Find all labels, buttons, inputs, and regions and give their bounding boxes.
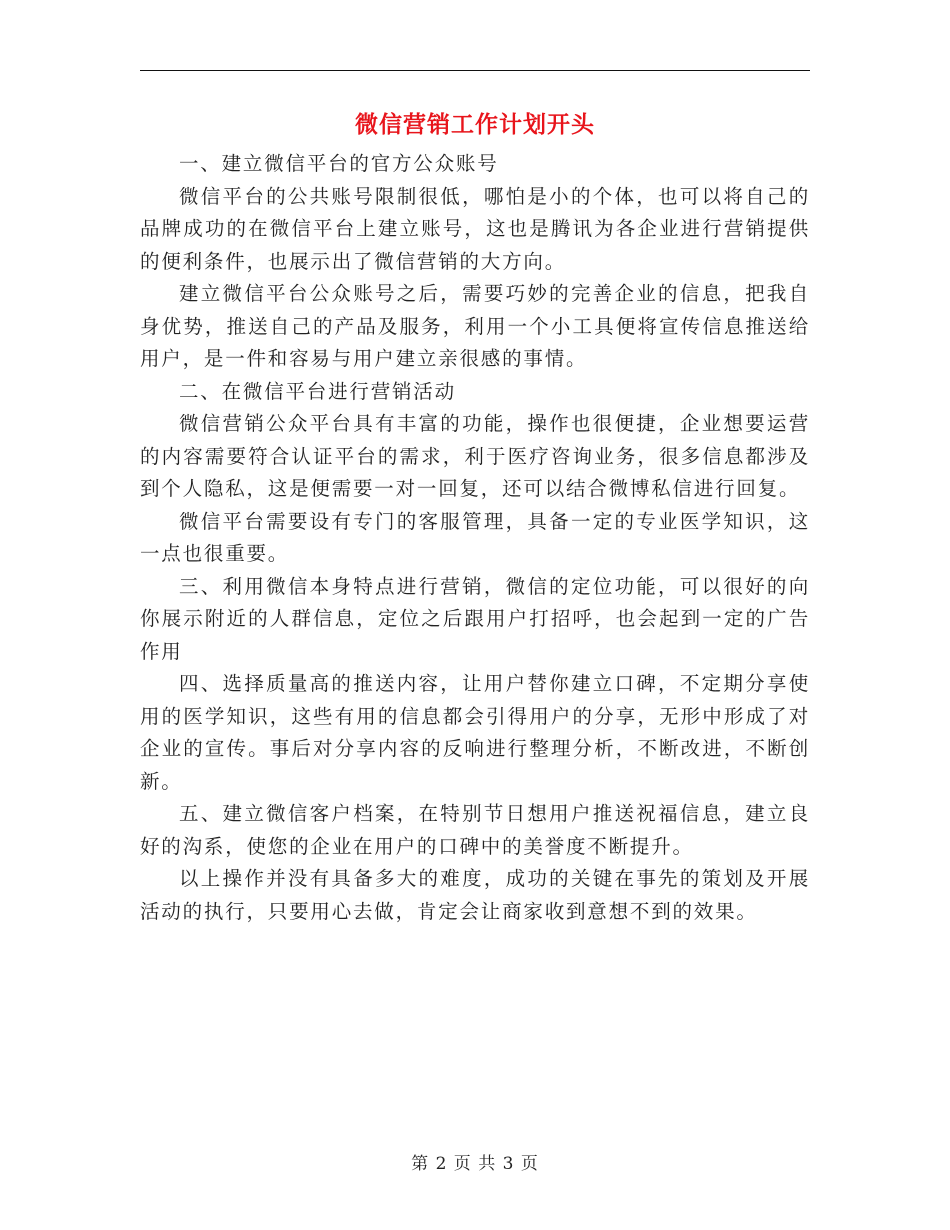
- paragraph-section-1-heading: 一、建立微信平台的官方公众账号: [179, 152, 499, 175]
- paragraph-section-2-heading: 二、在微信平台进行营销活动: [179, 379, 456, 403]
- header-rule: [140, 70, 810, 71]
- page-number-footer: 第 2 页 共 3 页: [411, 1154, 539, 1174]
- paragraph-section-4: 四、选择质量高的推送内容，让用户替你建立口碑，不定期分享使用的医学知识，这些有用的信息都会引得用户的分享，无形中形成了对企业的宣传。事后对分享内容的反响进行整理分析，不断改进，不断创新。: [140, 672, 810, 793]
- paragraph: 微信平台需要设有专门的客服管理，具备一定的专业医学知识，这一点也很重要。: [140, 509, 810, 565]
- paragraph-section-5: 五、建立微信客户档案，在特别节日想用户推送祝福信息，建立良好的沟系，使您的企业在用户的口碑中的美誉度不断提升。: [140, 802, 810, 858]
- paragraph-section-3: 三、利用微信本身特点进行营销，微信的定位功能，可以很好的向你展示附近的人群信息，定位之后跟用户打招呼，也会起到一定的广告作用: [140, 574, 810, 663]
- document-title: 微信营销工作计划开头: [355, 111, 595, 138]
- paragraph: 微信平台的公共账号限制很低，哪怕是小的个体，也可以将自己的品牌成功的在微信平台上建立账号，这也是腾讯为各企业进行营销提供的便利条件，也展示出了微信营销的大方向。: [140, 184, 810, 273]
- paragraph: 微信营销公众平台具有丰富的功能，操作也很便捷，企业想要运营的内容需要符合认证平台的需求，利于医疗咨询业务，很多信息都涉及到个人隐私，这是便需要一对一回复，还可以结合微博私信进行回复。: [140, 412, 810, 500]
- paragraph: 建立微信平台公众账号之后，需要巧妙的完善企业的信息，把我自身优势，推送自己的产品及服务，利用一个小工具便将宣传信息推送给用户，是一件和容易与用户建立亲很感的事情。: [140, 282, 810, 370]
- paragraph-conclusion: 以上操作并没有具备多大的难度，成功的关键在事先的策划及开展活动的执行，只要用心去做，肯定会让商家收到意想不到的效果。: [140, 867, 810, 923]
- document-body: [140, 148, 810, 928]
